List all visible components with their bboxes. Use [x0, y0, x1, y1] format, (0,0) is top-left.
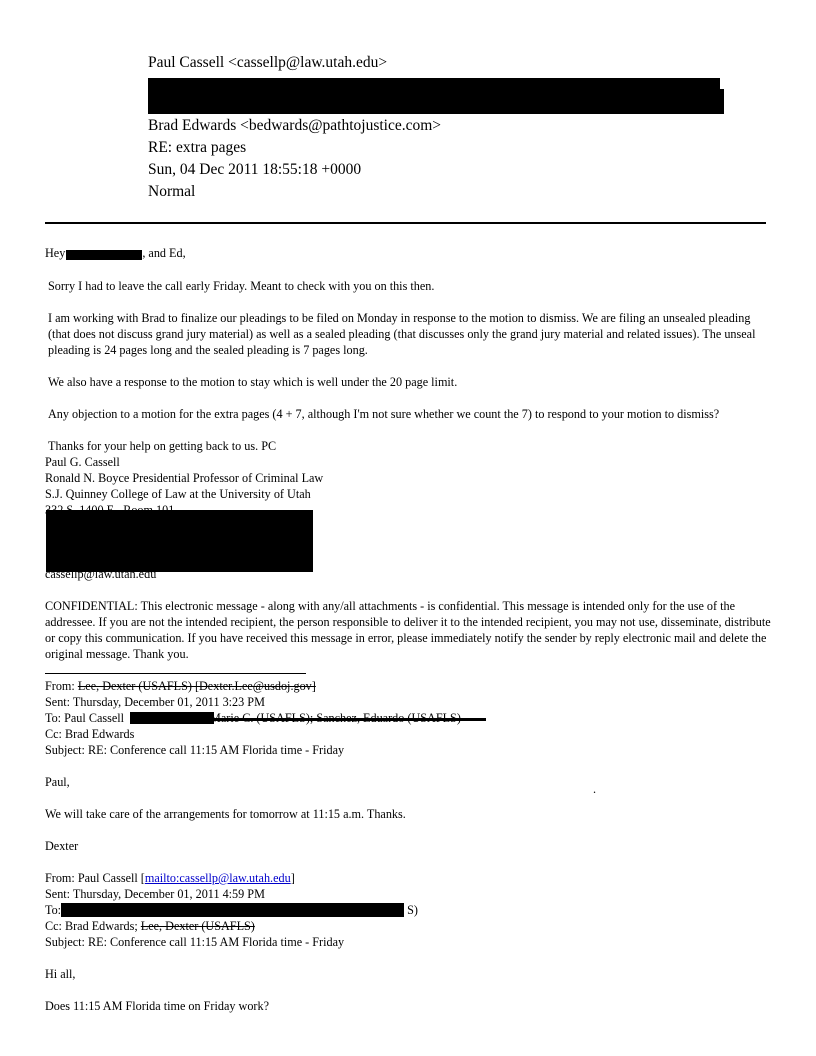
quoted2-greeting: Hi all, [45, 967, 76, 981]
quoted2-body: Does 11:15 AM Florida time on Friday work? [45, 999, 269, 1013]
greeting-start: Hey [45, 246, 66, 260]
signature-email: cassellp@law.utah.edu [45, 567, 157, 581]
quoted1-greeting: Paul, [45, 775, 70, 789]
quoted2-to: To: S) [45, 903, 418, 917]
quoted2-sent: Sent: Thursday, December 01, 2011 4:59 PM [45, 887, 265, 901]
paragraph-5: Thanks for your help on getting back to us. PC [48, 439, 277, 453]
quoted1-subject: Subject: RE: Conference call 11:15 AM Florida time - Friday [45, 743, 345, 757]
signature-school: S.J. Quinney College of Law at the University of Utah [45, 487, 311, 501]
redaction-to-line2 [148, 89, 724, 114]
paragraph-4: Any objection to a motion for the extra pages (4 + 7, although I'm not sure whether we count the 7) to respond to your motion to dismiss? [48, 407, 720, 421]
signature-title: Ronald N. Boyce Presidential Professor of Criminal Law [45, 471, 324, 485]
subject-value: RE: extra pages [148, 139, 247, 156]
importance-value: Normal [148, 183, 196, 200]
redaction-signature [46, 510, 313, 572]
header-divider [45, 222, 766, 224]
redaction-quoted1-to [130, 712, 214, 724]
redaction-quoted2-to [61, 903, 404, 917]
quoted1-from: From: Lee, Dexter (USAFLS) [Dexter.Lee@usdoj.gov] [45, 679, 316, 693]
quoted1-signoff: Dexter [45, 839, 79, 853]
quoted2-subject: Subject: RE: Conference call 11:15 AM Florida time - Friday [45, 935, 345, 949]
quoted2-from: From: Paul Cassell [mailto:cassellp@law.utah.edu] [45, 871, 295, 885]
quoted2-cc: Cc: Brad Edwards; Lee, Dexter (USAFLS) [45, 919, 255, 933]
quoted1-cc: Cc: Brad Edwards [45, 727, 135, 741]
date-value: Sun, 04 Dec 2011 18:55:18 +0000 [148, 161, 362, 178]
quoted1-to: To: Paul Cassell [45, 710, 461, 726]
quoted1-sent: Sent: Thursday, December 01, 2011 3:23 PM [45, 695, 265, 709]
greeting-end: , and Ed, [142, 246, 186, 260]
paragraph-1: Sorry I had to leave the call early Friday. Meant to check with you on this then. [48, 279, 435, 293]
signature-name: Paul G. Cassell [45, 455, 120, 469]
quote-divider [45, 673, 306, 674]
quoted1-from-struck: Lee, Dexter (USAFLS) [Dexter.Lee@usdoj.gov] [77, 679, 316, 693]
redaction-greeting [66, 250, 142, 260]
cc-value: Brad Edwards <bedwards@pathtojustice.com> [148, 117, 442, 134]
quoted2-mailto-link[interactable]: mailto:cassellp@law.utah.edu [144, 871, 291, 885]
quoted1-dot: . [593, 782, 597, 796]
quoted2-cc-struck: Lee, Dexter (USAFLS) [140, 919, 255, 933]
paragraph-2: I am working with Brad to finalize our pleadings to be filed on Monday in response to the motion to dismiss. We are filing an unsealed pleading (that does not discuss grand jury material) as well as a sealed pleading (that discusses only the grand jury material and related issues). The unseal pleading is 24 pages long and the sealed pleading is 7 pages long. [48, 311, 756, 358]
paragraph-3: We also have a response to the motion to stay which is well under the 20 page limit. [48, 375, 458, 389]
confidential-notice: CONFIDENTIAL: This electronic message - along with any/all attachments - is confidential. This message is intended only for the use of the addressee. If you are not the intended recipient, the person responsible to deliver it to the intended recipient, you may not use, disseminate, distribute or copy this communication. If you have received this message in error, please immediately notify the sender by reply electronic mail and delete the original message. Thank you. [45, 599, 771, 662]
quoted1-body: We will take care of the arrangements for tomorrow at 11:15 a.m. Thanks. [45, 807, 406, 821]
redaction-quoted1-to-strike [214, 718, 486, 721]
from-value: Paul Cassell <cassellp@law.utah.edu> [148, 54, 388, 71]
